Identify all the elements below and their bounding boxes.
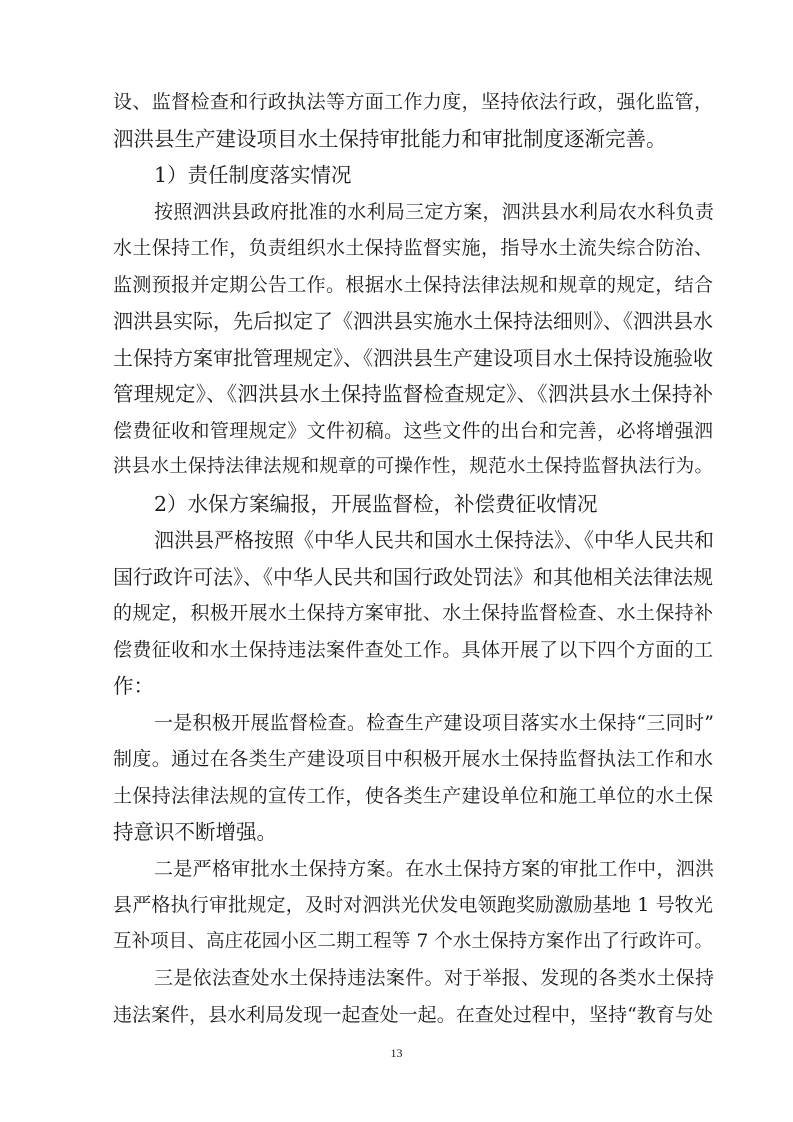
paragraph-first-line: 泗洪县严格按照《中华人民共和国水土保持法》、《中华人民共和 — [154, 528, 714, 553]
body-line: 监测预报并定期公告工作。根据水土保持法律法规和规章的规定，结合 — [113, 273, 713, 296]
body-line: 制度。通过在各类生产建设项目中积极开展水土保持监督执法工作和水 — [113, 748, 713, 771]
body-line: 县严格执行审批规定，及时对泗洪光伏发电领跑奖励激励基地 1 号牧光 — [113, 894, 713, 917]
body-line: 违法案件，县水利局发现一起查处一起。在查处过程中，坚持“教育与处 — [113, 1004, 713, 1026]
body-line: 土保持方案审批管理规定》、《泗洪县生产建设项目水土保持设施验收 — [113, 345, 713, 370]
body-line: 国行政许可法》、《中华人民共和国行政处罚法》和其他相关法律法规 — [113, 564, 713, 589]
body-line: 作： — [113, 674, 154, 699]
body-line: 的规定，积极开展水土保持方案审批、水土保持监督检查、水土保持补 — [113, 602, 713, 625]
page-number: 13 — [390, 1046, 403, 1060]
section-heading: 2）水保方案编报，开展监督检，补偿费征收情况 — [154, 491, 598, 516]
body-line: 管理规定》、《泗洪县水土保持监督检查规定》、《泗洪县水土保持补 — [113, 382, 713, 407]
paragraph-first-line: 一是积极开展监督检查。检查生产建设项目落实水土保持“三同时” — [154, 711, 714, 734]
paragraph-first-line: 按照泗洪县政府批准的水利局三定方案，泗洪县水利局农水科负责 — [154, 200, 714, 223]
body-line: 洪县水土保持法律法规和规章的可操作性，规范水土保持监督执法行为。 — [113, 456, 713, 478]
section-heading: 1）责任制度落实情况 — [154, 163, 352, 188]
body-line: 土保持法律法规的宣传工作，使各类生产建设单位和施工单位的水土保 — [113, 784, 713, 807]
paragraph-first-line: 三是依法查处水土保持违法案件。对于举报、发现的各类水土保持 — [154, 967, 714, 990]
paragraph-first-line: 二是严格审批水土保持方案。在水土保持方案的审批工作中，泗洪 — [154, 857, 714, 880]
body-line: 偿费征收和管理规定》文件初稿。这些文件的出台和完善，必将增强泗 — [113, 419, 713, 442]
body-line: 互补项目、高庄花园小区二期工程等 7 个水土保持方案作出了行政许可。 — [113, 930, 713, 952]
body-line: 持意识不断增强。 — [113, 820, 277, 845]
body-line: 偿费征收和水土保持违法案件查处工作。具体开展了以下四个方面的工 — [113, 638, 713, 661]
body-line: 水土保持工作，负责组织水土保持监督实施，指导水土流失综合防治、 — [113, 237, 713, 260]
body-line: 泗洪县生产建设项目水土保持审批能力和审批制度逐渐完善。 — [113, 126, 667, 151]
body-line: 设、监督检查和行政执法等方面工作力度，坚持依法行政，强化监管， — [113, 91, 713, 113]
body-line: 泗洪县实际，先后拟定了《泗洪县实施水土保持法细则》、《泗洪县水 — [113, 309, 713, 334]
